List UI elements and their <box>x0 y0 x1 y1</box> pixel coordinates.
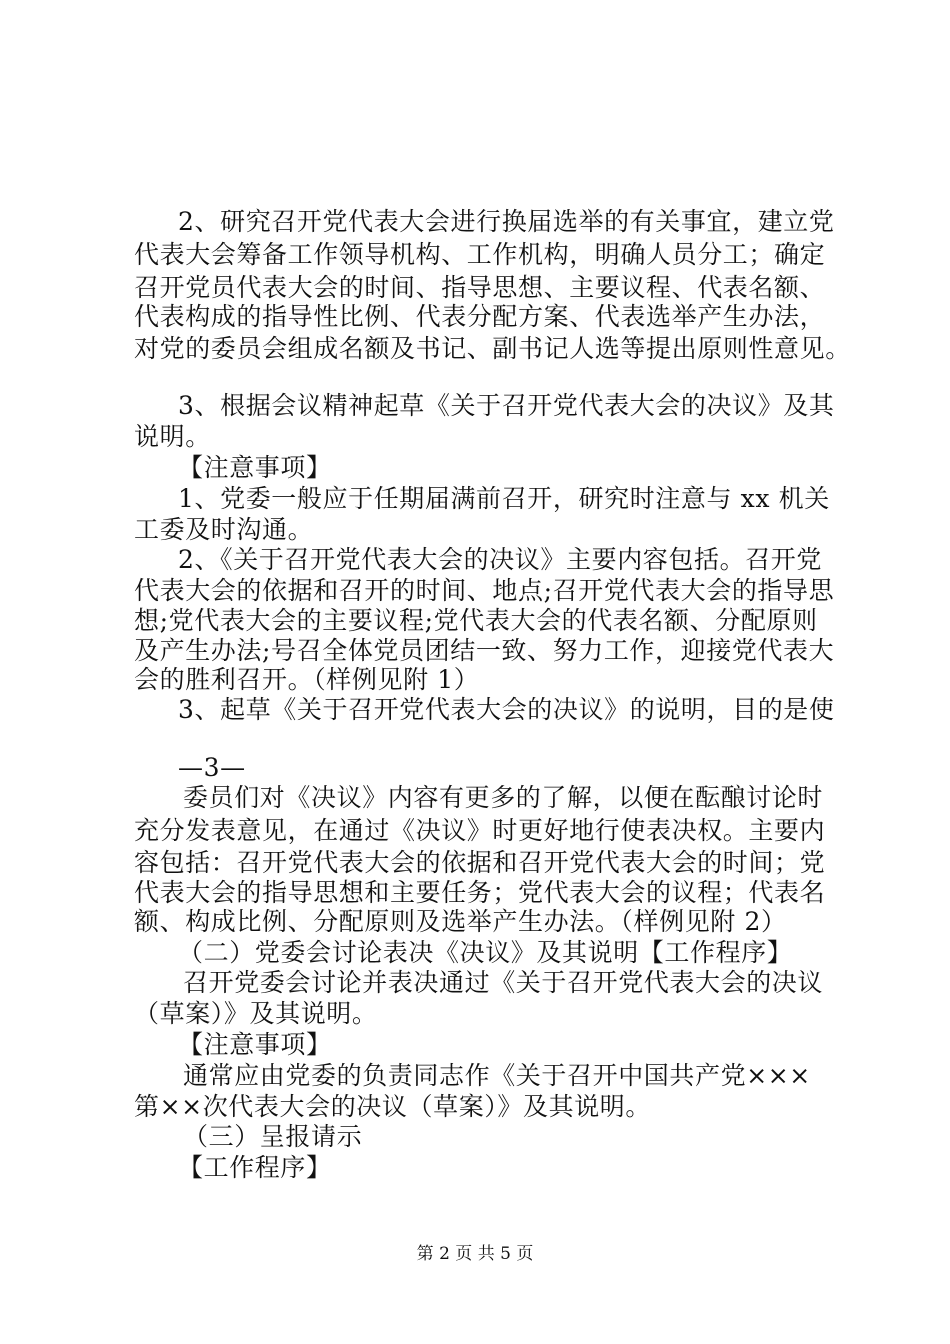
paragraph-line: 2、研究召开党代表大会进行换届选举的有关事宜，建立党 <box>178 207 835 236</box>
section-heading: （二）党委会讨论表决《决议》及其说明【工作程序】 <box>178 938 793 967</box>
paragraph-line: 想;党代表大会的主要议程;党代表大会的代表名额、分配原则 <box>134 606 818 635</box>
page-marker: —3— <box>178 753 246 782</box>
paragraph-line: 1、党委一般应于任期届满前召开，研究时注意与 xx 机关 <box>178 484 830 513</box>
paragraph-line: 代表大会的依据和召开的时间、地点;召开党代表大会的指导思 <box>134 576 835 605</box>
paragraph-line: 3、起草《关于召开党代表大会的决议》的说明，目的是使 <box>178 695 835 724</box>
paragraph-line: 通常应由党委的负责同志作《关于召开中国共产党××× <box>183 1061 811 1090</box>
section-heading: （三）呈报请示 <box>183 1122 363 1151</box>
paragraph-line: 说明。 <box>134 422 211 451</box>
paragraph-line: 2、《关于召开党代表大会的决议》主要内容包括。召开党 <box>178 545 823 574</box>
paragraph-line: 容包括：召开党代表大会的依据和召开党代表大会的时间；党 <box>134 848 826 877</box>
paragraph-line: 工委及时沟通。 <box>134 515 314 544</box>
paragraph-line: 及产生办法;号召全体党员团结一致、努力工作，迎接党代表大 <box>134 636 835 665</box>
paragraph-line: 代表大会筹备工作领导机构、工作机构，明确人员分工；确定 <box>134 240 826 269</box>
paragraph-line: 对党的委员会组成名额及书记、副书记人选等提出原则性意见。 <box>134 334 851 363</box>
paragraph-line: 第××次代表大会的决议（草案）》及其说明。 <box>134 1092 651 1121</box>
paragraph-line: 会的胜利召开。（样例见附 1） <box>134 665 480 694</box>
section-heading: 【注意事项】 <box>178 1030 332 1059</box>
paragraph-line: 委员们对《决议》内容有更多的了解，以便在酝酿讨论时 <box>183 783 824 812</box>
page-footer: 第 2 页 共 5 页 <box>416 1244 534 1264</box>
paragraph-line: 召开党委会讨论并表决通过《关于召开党代表大会的决议 <box>183 968 824 997</box>
paragraph-line: 额、构成比例、分配原则及选举产生办法。（样例见附 2） <box>134 907 787 936</box>
paragraph-line: 召开党员代表大会的时间、指导思想、主要议程、代表名额、 <box>134 273 826 302</box>
paragraph-line: （草案）》及其说明。 <box>134 999 378 1028</box>
section-heading: 【注意事项】 <box>178 453 332 482</box>
paragraph-line: 充分发表意见，在通过《决议》时更好地行使表决权。主要内 <box>134 816 826 845</box>
paragraph-line: 代表大会的指导思想和主要任务；党代表大会的议程；代表名 <box>134 878 826 907</box>
section-heading: 【工作程序】 <box>178 1153 332 1182</box>
paragraph-line: 代表构成的指导性比例、代表分配方案、代表选举产生办法， <box>134 302 826 331</box>
paragraph-line: 3、根据会议精神起草《关于召开党代表大会的决议》及其 <box>178 391 835 420</box>
